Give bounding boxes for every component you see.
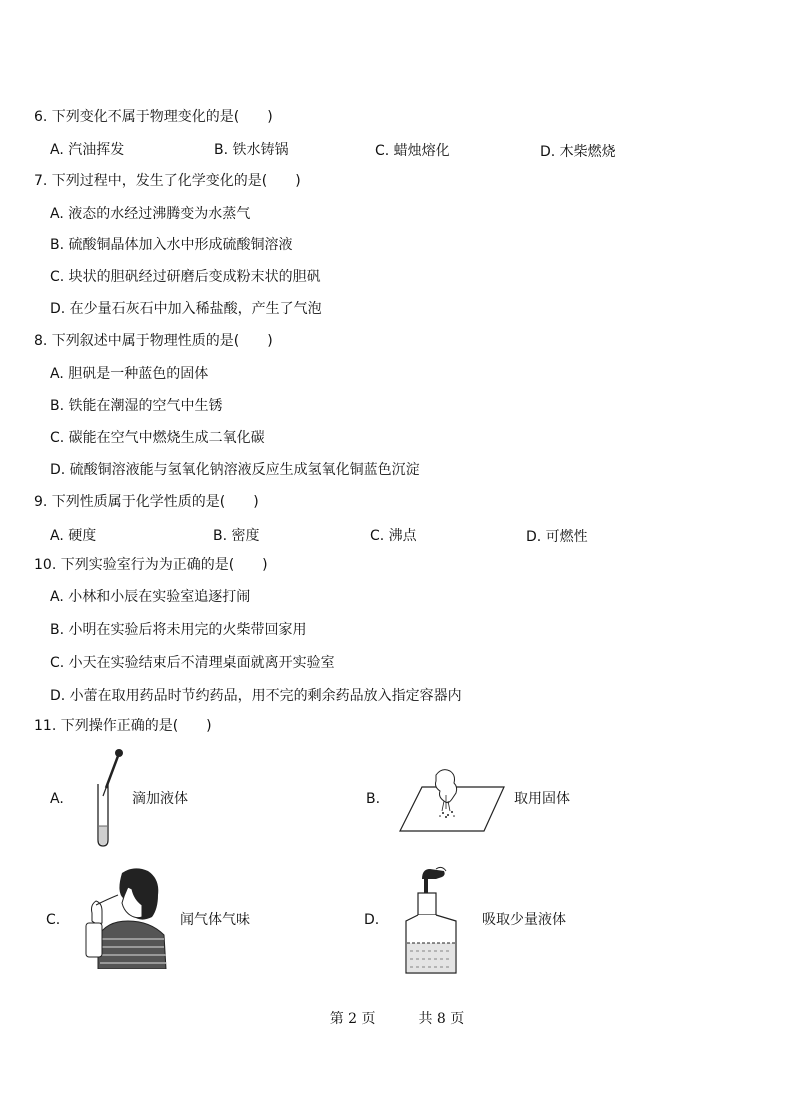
q9-option-b: B. 密度 — [213, 528, 260, 544]
q8-option-d: D. 硫酸铜溶液能与氢氧化钠溶液反应生成氢氧化铜蓝色沉淀 — [50, 462, 420, 478]
q8-option-a: A. 胆矾是一种蓝色的固体 — [50, 366, 209, 382]
q11-option-b-caption: 取用固体 — [514, 791, 570, 807]
question-7-stem: 7. 下列过程中，发生了化学变化的是( ) — [34, 173, 301, 189]
q11-option-c-letter: C. — [46, 912, 61, 928]
q8-option-c: C. 碳能在空气中燃烧生成二氧化碳 — [50, 430, 265, 446]
q10-option-c: C. 小天在实验结束后不清理桌面就离开实验室 — [50, 655, 335, 671]
person-smelling-gas-figure — [78, 865, 170, 969]
q7-option-d: D. 在少量石灰石中加入稀盐酸，产生了气泡 — [50, 301, 322, 317]
hand-solid-paper-figure — [398, 765, 506, 835]
q6-option-d: D. 木柴燃烧 — [540, 144, 616, 160]
page-footer — [0, 1008, 794, 1028]
q10-option-d: D. 小蕾在取用药品时节约药品，用不完的剩余药品放入指定容器内 — [50, 688, 462, 704]
dropper-reagent-bottle-figure — [400, 865, 462, 977]
q6-option-b: B. 铁水铸锅 — [214, 142, 289, 158]
dropper-test-tube-figure — [88, 748, 128, 850]
question-11-stem: 11. 下列操作正确的是( ) — [34, 718, 212, 734]
q10-option-a: A. 小林和小辰在实验室追逐打闹 — [50, 589, 251, 605]
question-9-stem: 9. 下列性质属于化学性质的是( ) — [34, 494, 259, 510]
q7-option-a: A. 液态的水经过沸腾变为水蒸气 — [50, 206, 251, 222]
q10-option-b: B. 小明在实验后将未用完的火柴带回家用 — [50, 622, 307, 638]
q6-option-c: C. 蜡烛熔化 — [375, 143, 450, 159]
q7-option-b: B. 硫酸铜晶体加入水中形成硫酸铜溶液 — [50, 237, 293, 253]
question-6-stem: 6. 下列变化不属于物理变化的是( ) — [34, 109, 273, 125]
q11-option-a-caption: 滴加液体 — [132, 791, 188, 807]
page-number: 第 2 页 — [329, 1011, 376, 1027]
q8-option-b: B. 铁能在潮湿的空气中生锈 — [50, 398, 223, 414]
page-total: 共 8 页 — [418, 1011, 465, 1027]
q6-option-a: A. 汽油挥发 — [50, 142, 125, 158]
q11-option-a-letter: A. — [50, 791, 64, 807]
question-10-stem: 10. 下列实验室行为为正确的是( ) — [34, 557, 268, 573]
q9-option-c: C. 沸点 — [370, 528, 417, 544]
q11-option-d-letter: D. — [364, 912, 380, 928]
q11-option-c-caption: 闻气体气味 — [180, 912, 250, 928]
q7-option-c: C. 块状的胆矾经过研磨后变成粉末状的胆矾 — [50, 269, 321, 285]
q11-option-b-letter: B. — [366, 791, 381, 807]
q9-option-d: D. 可燃性 — [526, 529, 588, 545]
q9-option-a: A. 硬度 — [50, 528, 97, 544]
question-8-stem: 8. 下列叙述中属于物理性质的是( ) — [34, 333, 273, 349]
q11-option-d-caption: 吸取少量液体 — [482, 912, 566, 928]
